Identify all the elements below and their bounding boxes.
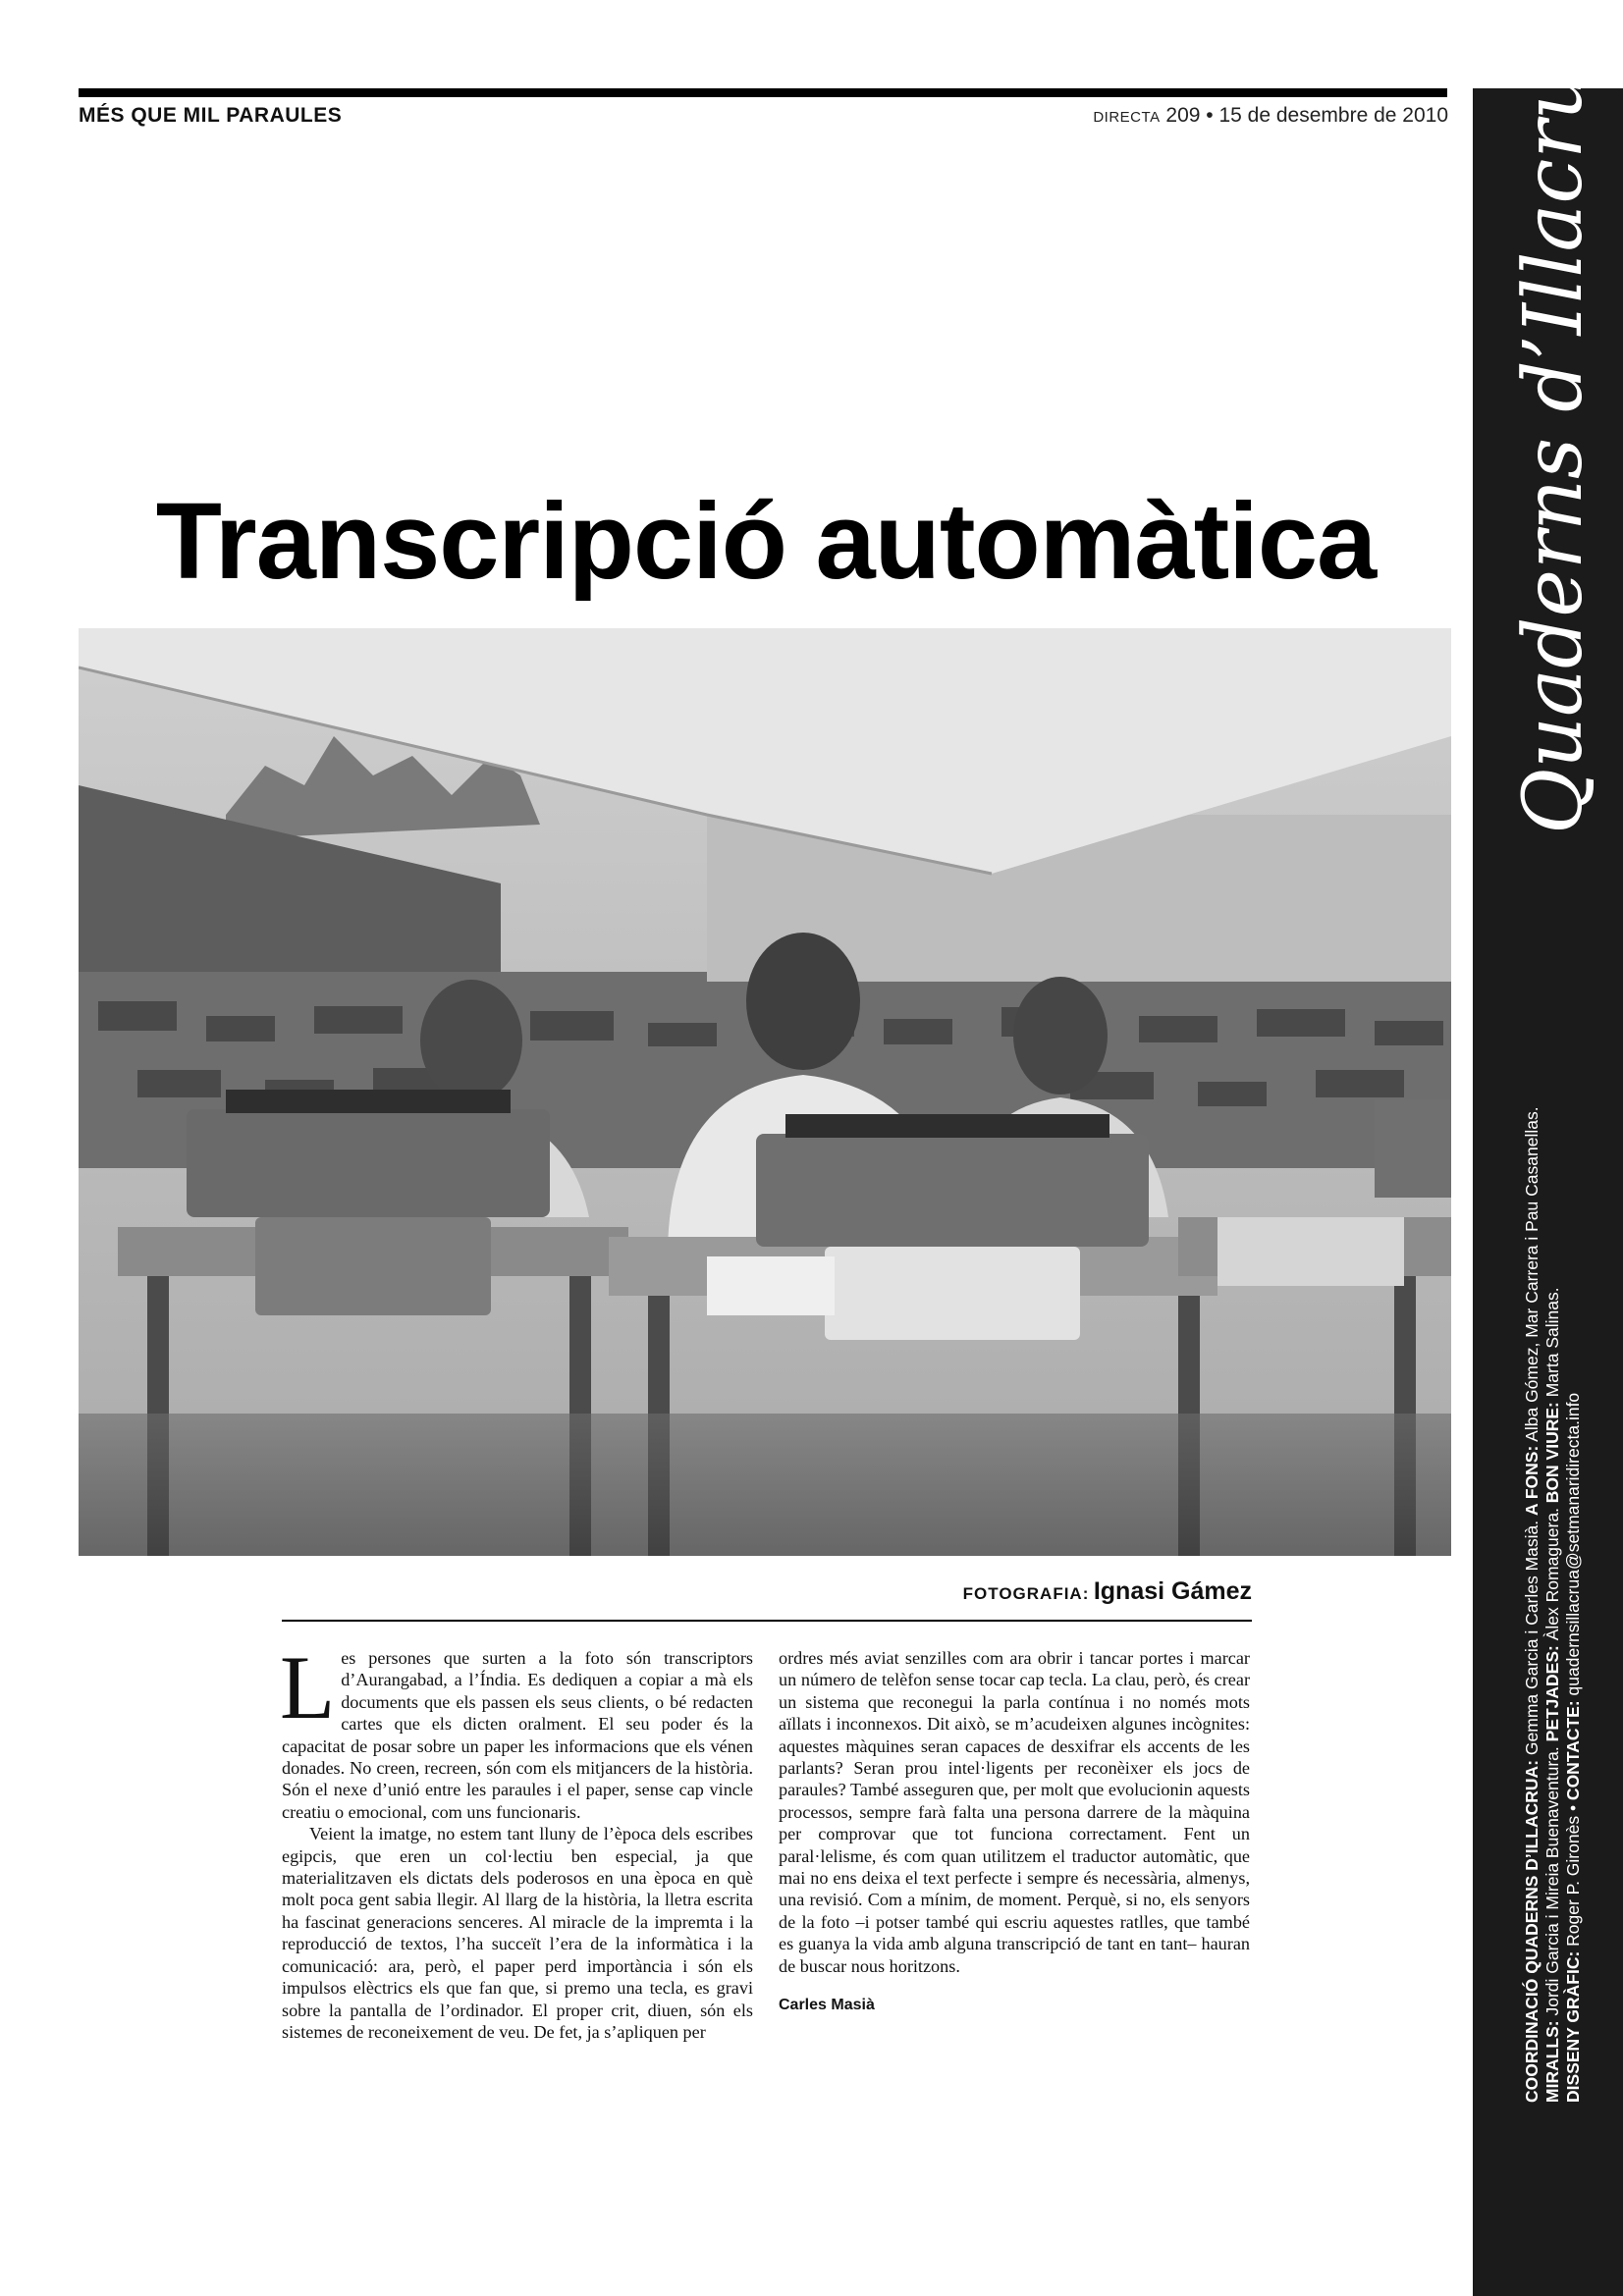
- credit-rule: [282, 1620, 1252, 1622]
- credit-text: Roger P. Gironès •: [1563, 1800, 1583, 1951]
- paragraph-text: es persones que surten a la foto són transcriptors d’Aurangabad, a l’Índia. Es dediquen a copiar a mà els documents que els passen els seus clients, o bé redacten cartes que els dicten oralment. El seu poder és la capacitat de posar sobre un paper les informacions que els vénen donades. No creen, recreen, són com els mitjancers de la història. Són el nexe d’unió entre les paraules i el paper, sense cap vincle creatiu o emocional, com uns funcionaris.: [282, 1648, 753, 1822]
- credit-label: COORDINACIÓ QUADERNS D’ILLACRUA:: [1522, 1759, 1542, 2103]
- credit-label: DISSENY GRÀFIC:: [1563, 1950, 1583, 2103]
- issue-date: 209 • 15 de desembre de 2010: [1165, 104, 1448, 127]
- credit-label: MIRALLS:: [1542, 2020, 1562, 2103]
- issue-line: [1093, 104, 1448, 128]
- credits-row: [1563, 1111, 1584, 2103]
- paragraph: [280, 1637, 753, 1823]
- header-rule: [79, 88, 1447, 97]
- paragraph: Veient la imatge, no estem tant lluny de l’època dels escribes egipcis, que eren un col·lectiu ben especial, ja que materialitzaven els dictats dels poderosos en una època en què molt poca gent sabia llegir. Al llarg de la història, la lletra escrita ha fascinat generacions senceres. Al miracle de la impremta i la reproducció de textos, l’ha succeït l’era de la informàtica i la comunicació: ara, però, el paper perd importància i són els impulsos elèctrics els que fan que, si premo una tecla, es gravi sobre la pantalla de l’ordinador. El proper crit, diuen, són els sistemes de reconeixement de veu. De fet, ja s’apliquen per: [282, 1824, 753, 2042]
- paragraph: ordres més aviat senzilles com ara obrir i tancar portes i marcar un número de telèfon sense tocar cap tecla. La clau, però, és crear un sistema que reconegui la parla contínua i no només mots aïllats i inconnexos. Dit això, se m’acudeixen algunes incògnites: aquestes màquines seran capaces de desxifrar els accents de les parlants? Seran prou intel·ligents per reconèixer els jocs de paraules? També asseguren que, per molt que evolucionin aquests processos, sempre farà falta una persona darrere de la màquina per comprovar que tot funciona correctament. Fent un paral·lelisme, és com quan utilitzem el traductor automàtic, que mai no ens deixa el text perfecte i sempre és necessària, almenys, una revisió. Com a mínim, de moment. Perquè, si no, els senyors de la foto –i potser també qui escriu aquestes ratlles, que també es guanya la vida amb alguna transcripció de tant en tant– hauran de buscar nous horitzons.: [779, 1648, 1250, 1976]
- sidebar-title: Quaderns d’Illacrua: [1507, 20, 1600, 834]
- credit-text: Marta Salinas.: [1542, 1287, 1562, 1403]
- credit-text: Àlex Romaguera.: [1542, 1503, 1562, 1646]
- credit-text: Gemma Garcia i Carles Masià.: [1522, 1516, 1542, 1760]
- credits-block: [1522, 1106, 1584, 2103]
- credit-text: Alba Gómez, Mar Carrera i Pau Casanellas.: [1522, 1106, 1542, 1446]
- credit-label: CONTACTE:: [1563, 1700, 1583, 1801]
- credit-text: Jordi Garcia i Mireia Buenaventura.: [1542, 1741, 1562, 2021]
- credit-label: PETJADES:: [1542, 1645, 1562, 1742]
- dropcap: L: [280, 1637, 336, 1737]
- byline: Carles Masià: [779, 1997, 875, 2014]
- credits-row: [1542, 1111, 1563, 2103]
- photographer-name: Ignasi Gámez: [1093, 1577, 1252, 1605]
- photo-credit-label: FOTOGRAFIA:: [962, 1584, 1090, 1603]
- photo-credit: [687, 1577, 1252, 1606]
- article-column-1: [280, 1637, 753, 2043]
- publication-name: DIRECTA: [1093, 109, 1161, 126]
- credits-row: [1522, 1106, 1542, 2103]
- credit-label: A FONS:: [1522, 1445, 1542, 1517]
- headline: Transcripció automàtica: [155, 481, 1377, 602]
- credit-label: BON VIURE:: [1542, 1402, 1562, 1504]
- article-column-2: [779, 1647, 1250, 2017]
- section-label: MÉS QUE MIL PARAULES: [79, 104, 343, 127]
- credit-text: quadernsillacrua@setmanaridirecta.info: [1563, 1392, 1583, 1701]
- photo-typewriter-scribes: [79, 628, 1451, 1556]
